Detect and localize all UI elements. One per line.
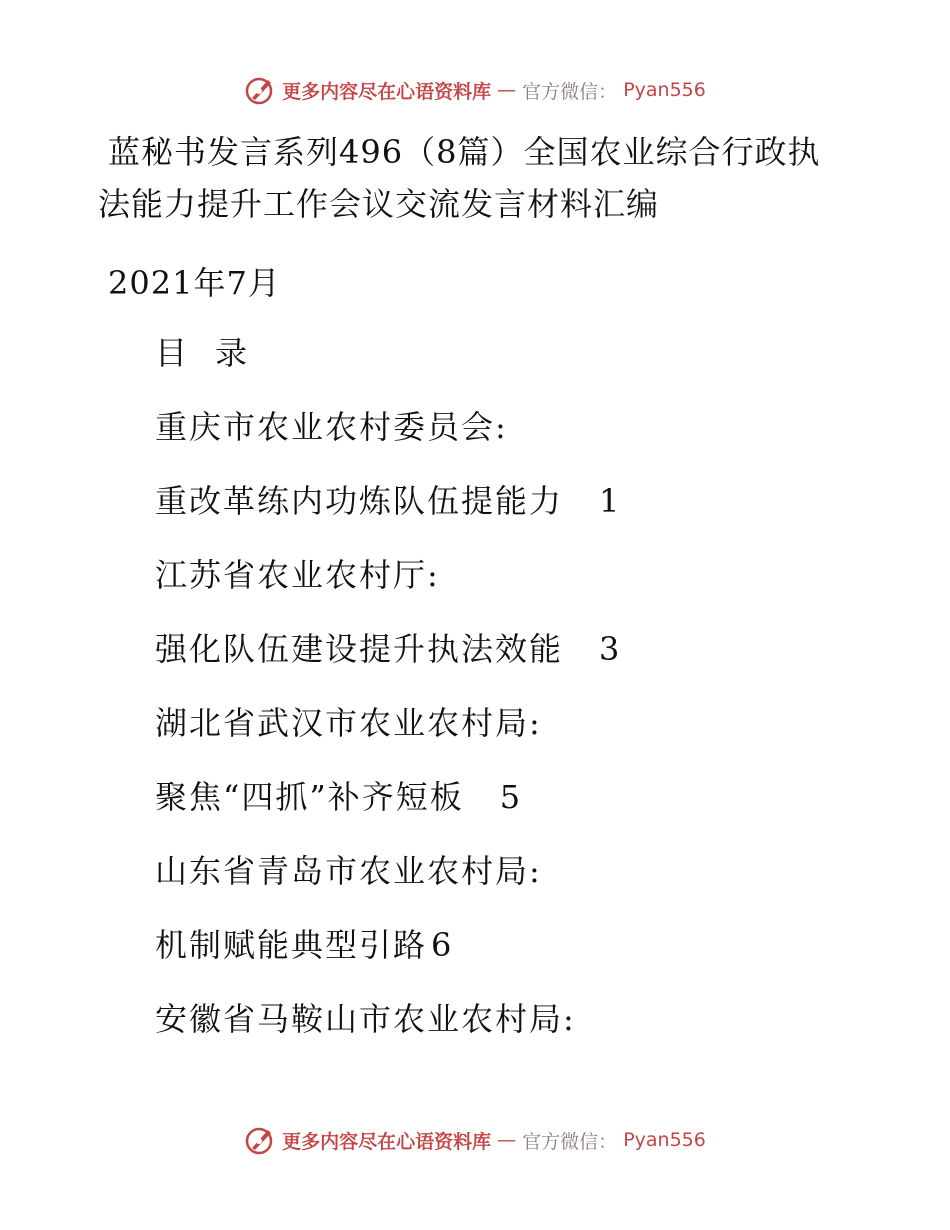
toc-org: 湖北省武汉市农业农村局:	[155, 704, 542, 742]
toc-heading	[155, 330, 619, 404]
banner-dash: —	[497, 1129, 517, 1151]
toc-org: 江苏省农业农村厅:	[155, 556, 440, 594]
toc-entry	[155, 626, 619, 700]
document-date: 2021年7月	[108, 264, 281, 302]
table-of-contents	[155, 330, 619, 1070]
toc-entry-title: 聚焦“四抓”补齐短板	[155, 778, 464, 816]
toc-entry	[155, 478, 619, 552]
toc-org: 安徽省马鞍山市农业农村局:	[155, 1000, 576, 1038]
banner-wechat-id: Pyan556	[623, 79, 706, 101]
toc-page-number: 1	[599, 482, 620, 520]
banner-dash: —	[497, 79, 517, 101]
title-line-2: 法能力提升工作会议交流发言材料汇编	[98, 185, 660, 223]
document-title	[98, 126, 858, 230]
toc-entry-title: 机制赋能典型引路	[155, 926, 428, 964]
toc-page-number: 6	[431, 926, 452, 964]
toc-entry	[155, 774, 619, 848]
toc-entry	[155, 922, 619, 996]
toc-heading-char-1: 目	[155, 334, 190, 372]
toc-org: 山东省青岛市农业农村局:	[155, 852, 542, 890]
toc-heading-char-2: 录	[215, 334, 250, 372]
header-watermark-banner	[0, 74, 950, 106]
quill-pen-logo-icon	[244, 74, 276, 106]
banner-wechat-label: 官方微信：	[522, 80, 618, 103]
toc-entry-title: 强化队伍建设提升执法效能	[155, 630, 564, 668]
toc-page-number: 3	[599, 630, 620, 668]
toc-org: 重庆市农业农村委员会:	[155, 408, 508, 446]
banner-main-text: 更多内容尽在心语资料库	[282, 1130, 492, 1153]
quill-pen-logo-icon	[244, 1124, 276, 1156]
banner-wechat-label: 官方微信：	[522, 1130, 618, 1153]
toc-page-number: 5	[499, 778, 521, 816]
footer-watermark-banner	[0, 1124, 950, 1156]
banner-wechat-id: Pyan556	[623, 1129, 706, 1151]
toc-entry-title: 重改革练内功炼队伍提能力	[155, 482, 564, 520]
title-line-1: 蓝秘书发言系列496（8篇）全国农业综合行政执	[108, 133, 821, 171]
banner-main-text: 更多内容尽在心语资料库	[282, 80, 492, 103]
